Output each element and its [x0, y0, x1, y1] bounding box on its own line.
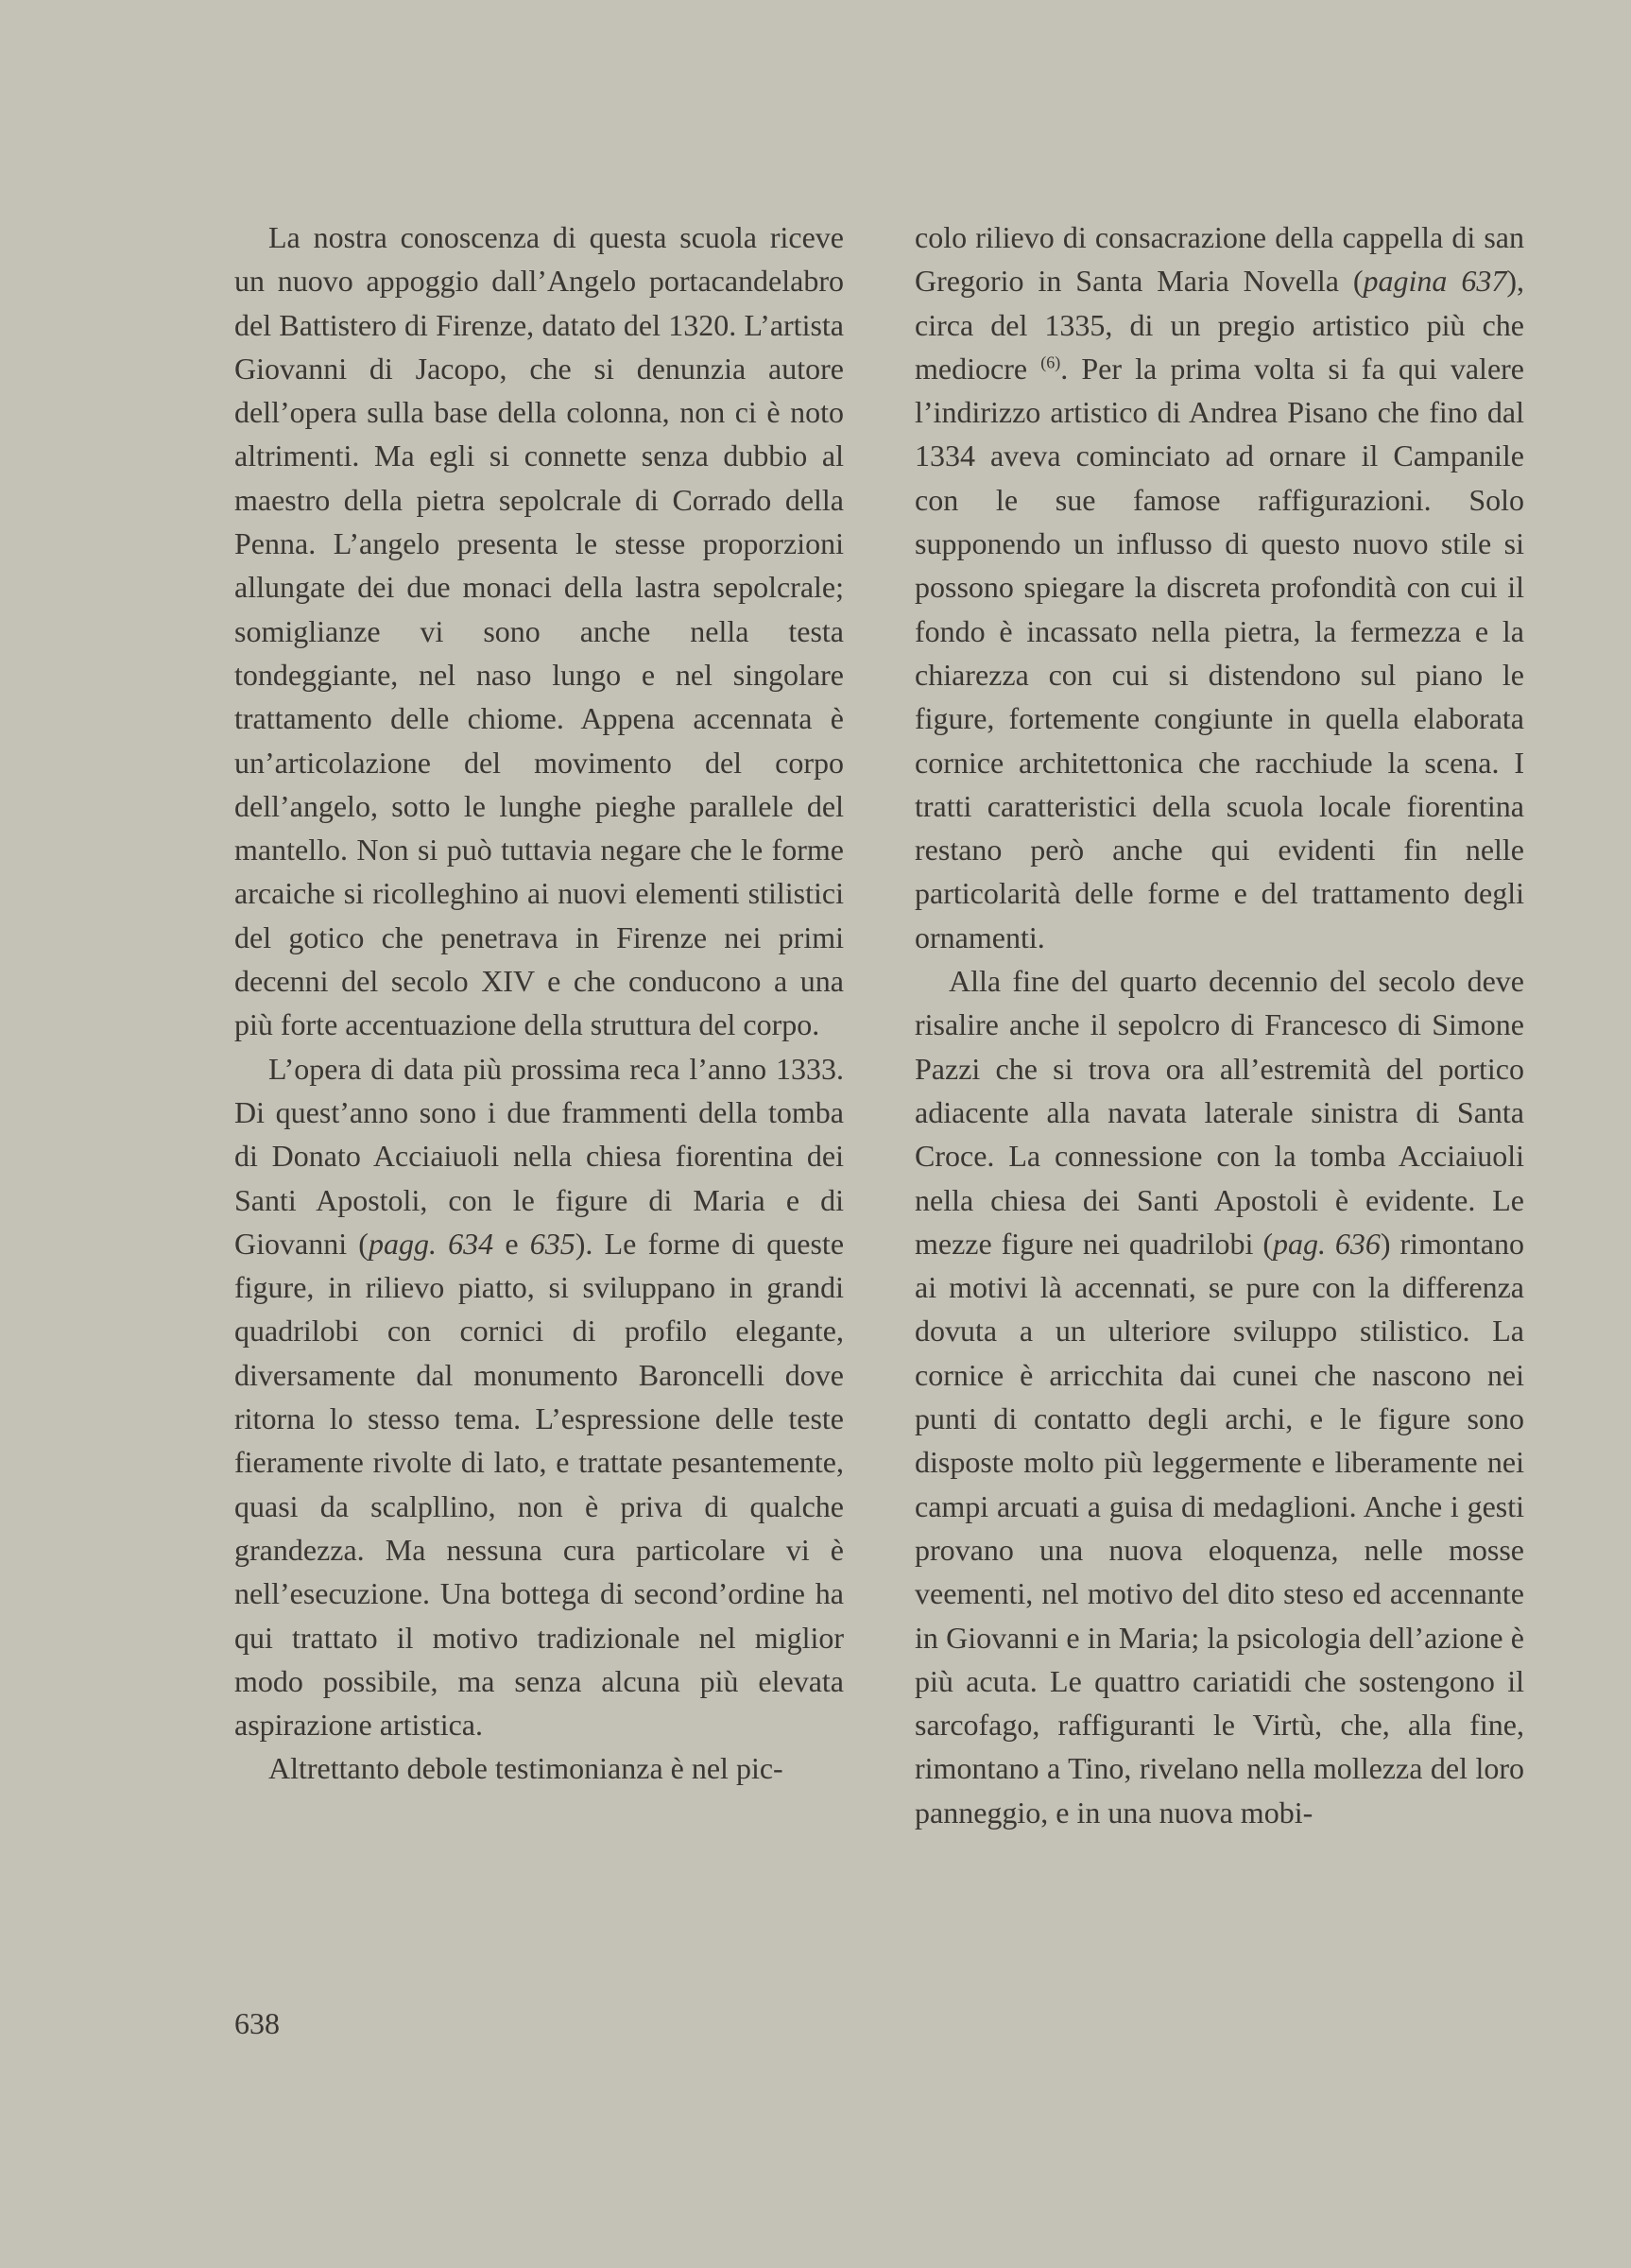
- paragraph-text: ). Le forme di queste figure, in rilievo piatto, si sviluppano in grandi quadrilobi con cornici di profilo elegante, diversamente dal monumento Baroncelli dove ritorna lo stesso tema. L’espressione delle teste fieramente rivolte di lato, e trattate pesantemente, quasi da scalpllino, non è priva di qualche grandezza. Ma nessuna cura particolare vi è nell’esecuzione. Una bottega di second’ordine ha qui trattato il motivo tradizionale nel miglior modo possibile, ma senza alcuna più elevata aspirazione artistica.: [234, 1226, 845, 1743]
- paragraph-text: Altrettanto debole testimonianza è nel pic-: [268, 1751, 783, 1786]
- page-reference: pagg. 634: [368, 1226, 494, 1261]
- footnote-marker: (6): [1040, 352, 1061, 372]
- paragraph-text: e: [493, 1226, 530, 1261]
- paragraph-angelo-portacandelabro: [234, 215, 844, 1047]
- paragraph-text: L’opera di data più prossima reca l’anno 1333. Di quest’anno sono i due frammenti della tomba di Donato Acciaiuoli nella chiesa fiorentina dei Santi Apostoli, con le figure di Maria e di Giovanni (: [234, 1051, 844, 1261]
- paragraph-text: Alla fine del quarto decennio del secolo deve risalire anche il sepolcro di Francesco di Simone Pazzi che si trova ora all’estremità del portico adiacente alla navata laterale sinistra di Santa Croce. La connessione con la tomba Acciaiuoli nella chiesa dei Santi Apostoli è evidente. Le mezze figure nei quadrilobi (: [915, 964, 1524, 1261]
- page-reference: pagina 637: [1363, 264, 1507, 299]
- paragraph-tomba-acciaiuoli: [234, 1047, 844, 1747]
- paragraph-debole-testimonianza: [234, 1746, 844, 1790]
- paragraph-text: ), circa del 1335, di un pregio artistico più che mediocre: [915, 264, 1525, 386]
- paragraph-text: colo rilievo di consacrazione della cappella di san Gregorio in Santa Maria Novella (: [915, 220, 1524, 299]
- paragraph-rilievo-consacrazione: [915, 215, 1524, 959]
- paragraph-sepolcro-pazzi: [915, 959, 1524, 1834]
- text-column-right: [915, 215, 1524, 1834]
- text-column-left: [234, 215, 844, 1791]
- page-reference: pag. 636: [1273, 1226, 1381, 1261]
- paragraph-text: La nostra conoscenza di questa scuola riceve un nuovo appoggio dall’Angelo portacandelabro del Battistero di Firenze, datato del 1320. L’artista Giovanni di Jacopo, che si denunzia autore dell’opera sulla base della colonna, non ci è noto altrimenti. Ma egli si connette senza dubbio al maestro della pietra sepolcrale di Corrado della Penna. L’angelo presenta le stesse proporzioni allungate dei due monaci della lastra sepolcrale; somiglianze vi sono anche nella testa tondeggiante, nel naso lungo e nel singolare trattamento delle chiome. Appena accennata è un’articolazione del movimento del corpo dell’angelo, sotto le lunghe pieghe parallele del mantello. Non si può tuttavia negare che le forme arcaiche si ricolleghino ai nuovi elementi stilistici del gotico che penetrava in Firenze nei primi decenni del secolo XIV e che conducono a una più forte accentuazione della struttura del corpo.: [234, 220, 844, 1042]
- paragraph-text: ) rimontano ai motivi là accennati, se pure con la differenza dovuta a un ulteriore sviluppo stilistico. La cornice è arricchita dai cunei che nascono nei punti di contatto degli archi, e le figure sono disposte molto più leggermente e liberamente nei campi arcuati a guisa di medaglioni. Anche i gesti provano una nuova eloquenza, nelle mosse veementi, nel motivo del dito steso ed accennante in Giovanni e in Maria; la psicologia dell’azione è più acuta. Le quattro cariatidi che sostengono il sarcofago, raffiguranti le Virtù, che, alla fine, rimontano a Tino, rivelano nella mollezza del loro panneggio, e in una nuova mobi-: [915, 1226, 1525, 1830]
- paragraph-text: . Per la prima volta si fa qui valere l’indirizzo artistico di Andrea Pisano che fino dal 1334 aveva cominciato ad ornare il Campanile con le sue famose raffigurazioni. Solo supponendo un influsso di questo nuovo stile si possono spiegare la discreta profondità con cui il fondo è incassato nella pietra, la fermezza e la chiarezza con cui si distendono sul piano le figure, fortemente congiunte in quella elaborata cornice architettonica che racchiude la scena. I tratti caratteristici della scuola locale fiorentina restano però anche qui evidenti fin nelle particolarità delle forme e del trattamento degli ornamenti.: [915, 351, 1525, 954]
- page-reference: 635: [529, 1226, 575, 1261]
- page-number: 638: [234, 2006, 280, 2040]
